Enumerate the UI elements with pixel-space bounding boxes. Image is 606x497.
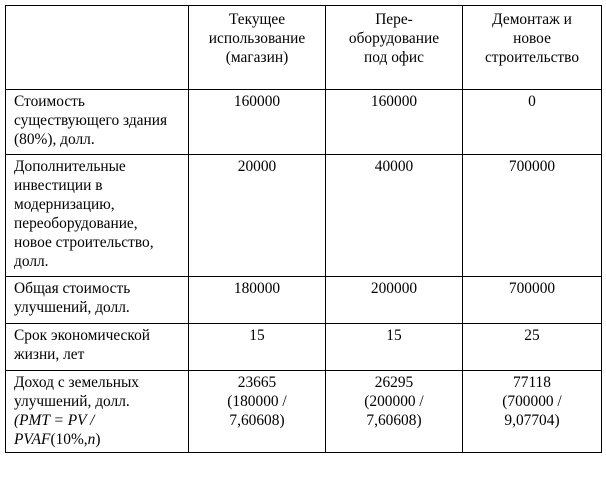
row-label-improvement-income [6,371,189,453]
table-row [6,371,602,453]
table-cell: 15 [326,324,463,371]
table-cell: 160000 [326,90,463,155]
formula-text: ) [95,431,101,448]
table-cell: 700000 [463,155,602,277]
header-current-use: Текущее использование (магазин) [189,6,326,90]
table-row [6,277,602,324]
table-cell: 180000 [189,277,326,324]
header-conversion-office: Пере- оборудование под офис [326,6,463,90]
row-label-additional-investment: Дополнительные инвестиции в модернизацию, переоборудование, новое строительство, долл. [6,155,189,277]
row-label-total-improvement-cost: Общая стоимость улучшений, долл. [6,277,189,324]
table-cell: 700000 [463,277,602,324]
table-cell: 200000 [326,277,463,324]
table-row [6,324,602,371]
table-cell: 20000 [189,155,326,277]
formula-text: n [87,431,96,448]
header-empty-cell [6,6,189,90]
label-line: улучшений, долл. [14,393,130,410]
header-row [6,6,602,90]
table-cell: 160000 [189,90,326,155]
label-line: Доход с земельных [14,374,139,391]
table-row [6,155,602,277]
table-cell: 0 [463,90,602,155]
formula-text: PVAF [14,431,51,448]
table-cell: 23665 (180000 / 7,60608) [189,371,326,453]
table-cell: 25 [463,324,602,371]
formula-text: (10%, [50,431,88,448]
table-cell: 40000 [326,155,463,277]
header-demolition-new: Демонтаж и новое строительство [463,6,602,90]
comparison-table [5,5,602,453]
table-row [6,90,602,155]
table-cell: 15 [189,324,326,371]
table-cell: 77118 (700000 / 9,07704) [463,371,602,453]
table-cell: 26295 (200000 / 7,60608) [326,371,463,453]
row-label-economic-life: Срок экономической жизни, лет [6,324,189,371]
formula-text: (PMT = PV / [14,412,95,429]
row-label-existing-building-cost: Стоимость существующего здания (80%), долл. [6,90,189,155]
